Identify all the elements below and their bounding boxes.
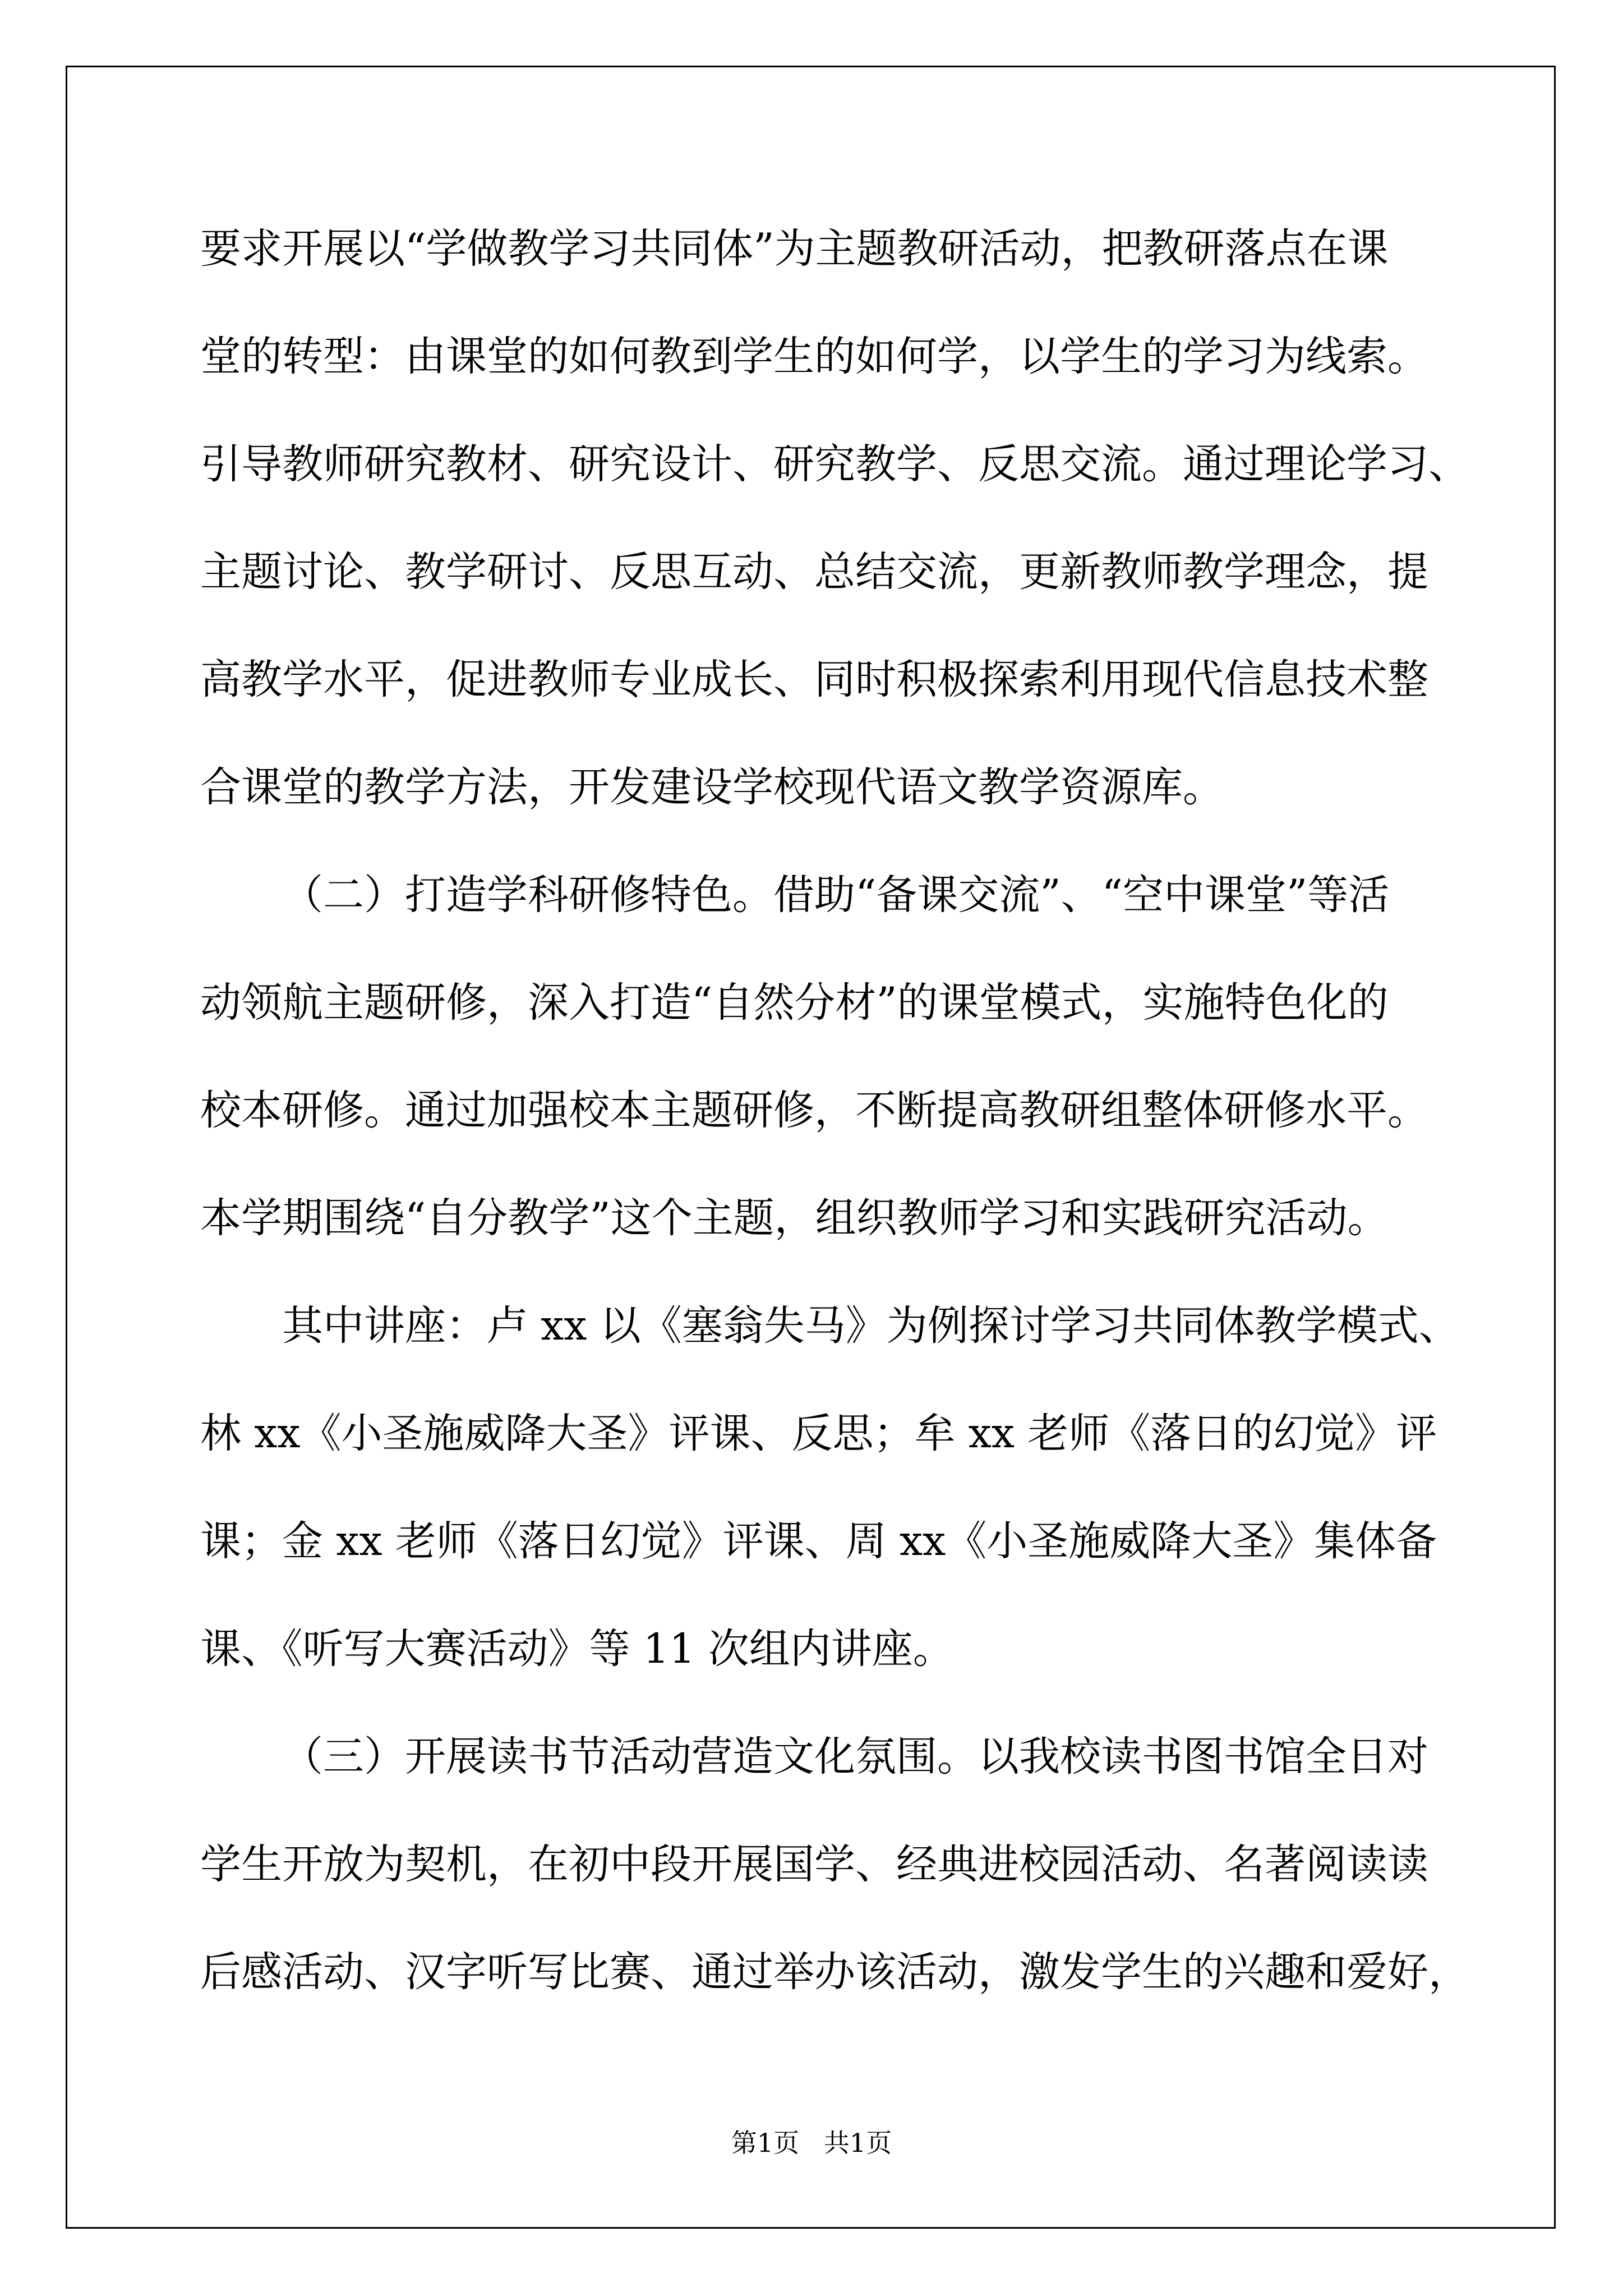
document-body — [200, 213, 1469, 2044]
text-line: 校本研修。通过加强校本主题研修，不断提高教研组整体研修水平。 — [200, 1087, 1428, 1134]
paragraph-start-line: 其中讲座：卢 xx 以《塞翁失马》为例探讨学习共同体教学模式、 — [282, 1302, 1460, 1350]
text-line: 主题讨论、教学研讨、反思互动、总结交流，更新教师教学理念，提 — [200, 548, 1428, 596]
text-line: 动领航主题研修，深入打造“自然分材”的课堂模式，实施特色化的 — [200, 979, 1389, 1027]
text-line: 高教学水平，促进教师专业成长、同时积极探索利用现代信息技术整 — [200, 656, 1428, 703]
text-line: 课、《听写大赛活动》等 11 次组内讲座。 — [200, 1625, 954, 1673]
text-line: 引导教师研究教材、研究设计、研究教学、反思交流。通过理论学习、 — [200, 440, 1469, 488]
text-line: 学生开放为契机，在初中段开展国学、经典进校园活动、名著阅读读 — [200, 1841, 1428, 1888]
text-line: 本学期围绕“自分教学”这个主题，组织教师学习和实践研究活动。 — [200, 1194, 1389, 1242]
text-line: 堂的转型：由课堂的如何教到学生的如何学，以学生的学习为线索。 — [200, 333, 1428, 380]
text-line: 林 xx《小圣施威降大圣》评课、反思；牟 xx 老师《落日的幻觉》评 — [200, 1410, 1437, 1457]
page-footer: 第1页 共1页 — [731, 2128, 892, 2158]
paragraph-start-line: （三）开展读书节活动营造文化氛围。以我校读书图书馆全日对 — [282, 1733, 1428, 1780]
text-line: 后感活动、汉字听写比赛、通过举办该活动，激发学生的兴趣和爱好， — [200, 1948, 1469, 1996]
text-line: 合课堂的教学方法，开发建设学校现代语文教学资源库。 — [200, 763, 1224, 811]
paragraph-start-line: （二）打造学科研修特色。借助“备课交流”、“空中课堂”等活 — [282, 871, 1390, 919]
text-line: 课；金 xx 老师《落日幻觉》评课、周 xx《小圣施威降大圣》集体备 — [200, 1517, 1437, 1565]
text-line: 要求开展以“学做教学习共同体”为主题教研活动，把教研落点在课 — [200, 225, 1389, 273]
